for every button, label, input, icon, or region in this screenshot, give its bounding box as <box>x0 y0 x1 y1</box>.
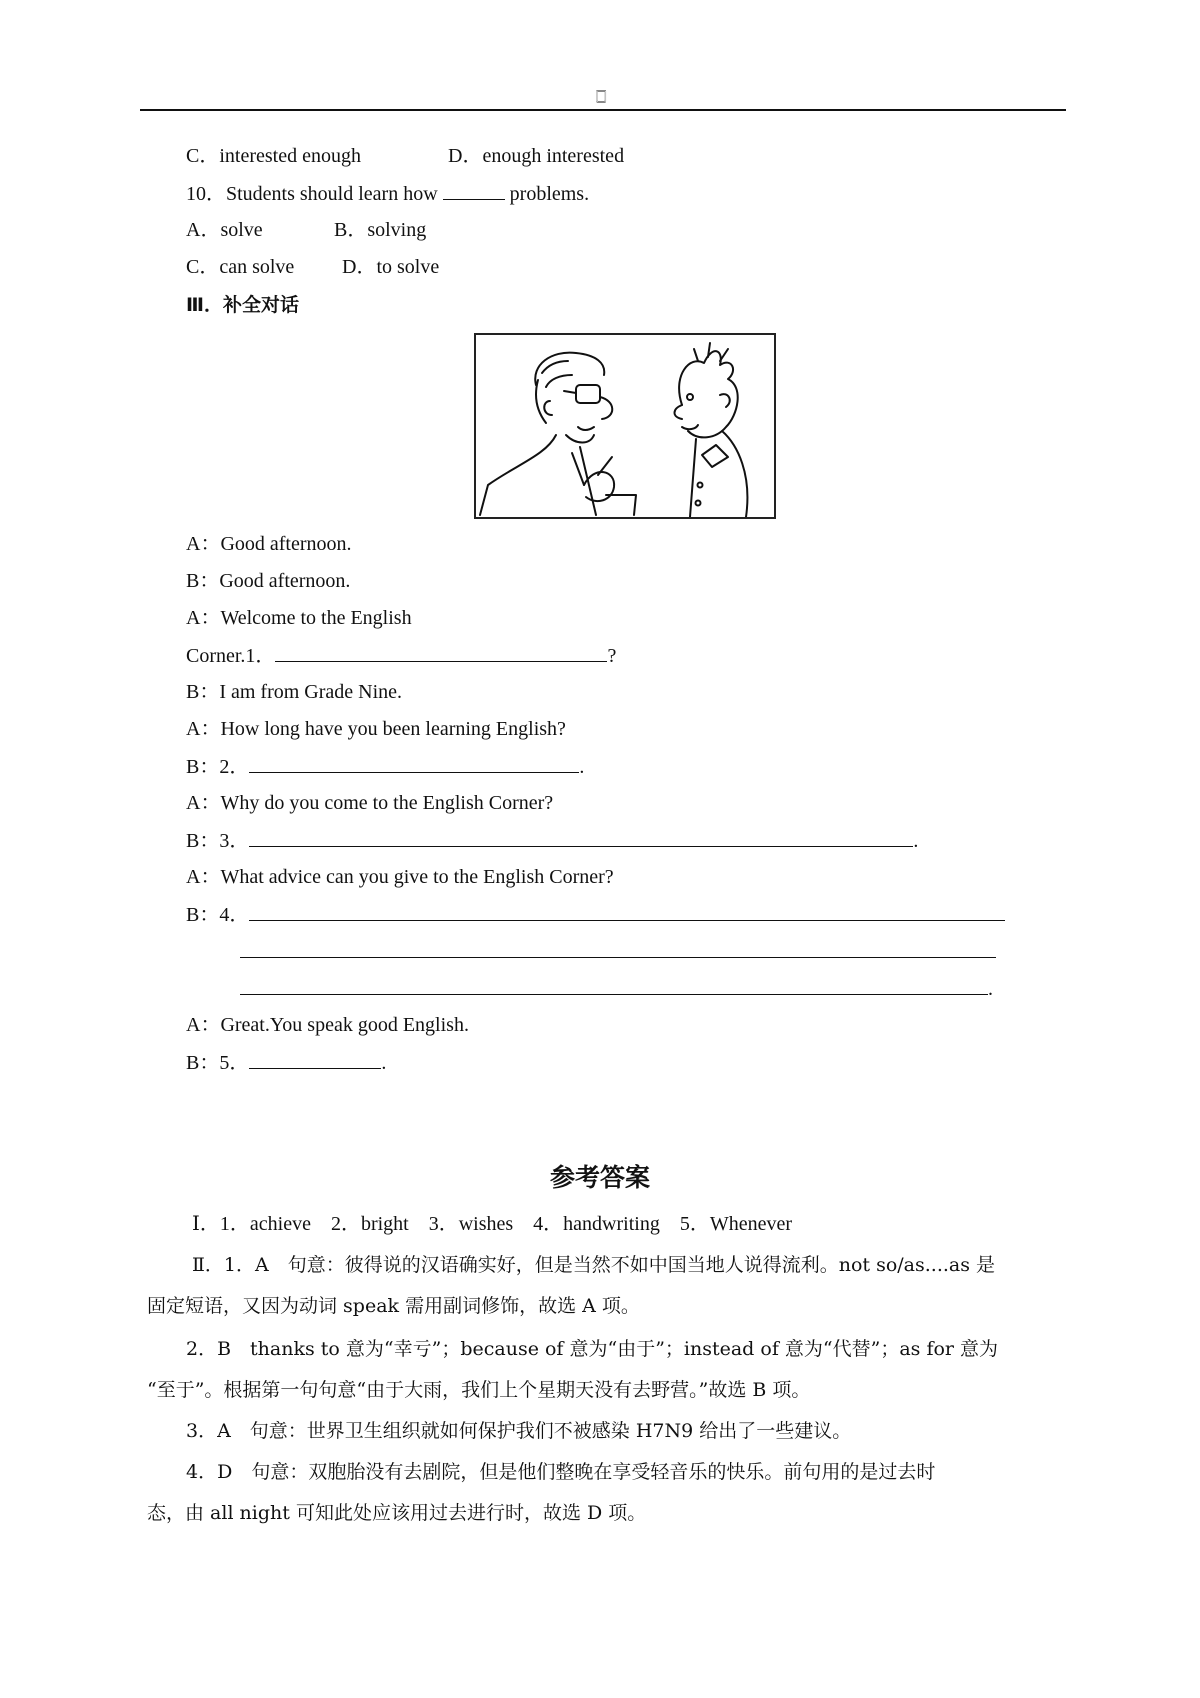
dialogue-line-15 <box>186 1050 386 1075</box>
cartoon-two-people-icon <box>476 335 774 517</box>
dialogue-line-6: A：How long have you been learning English? <box>186 718 566 740</box>
answers-s2-item2-line2: “至于”。根据第一句句意“由于大雨，我们上个星期天没有去野营。”故选 B 项。 <box>147 1379 811 1401</box>
q9-option-c: C．interested enough <box>186 145 361 167</box>
blank-4a <box>249 902 1005 921</box>
cartoon-figure <box>474 333 776 519</box>
q10-stem-after: problems. <box>504 183 590 205</box>
answers-s2-item2-line1: 2．B thanks to 意为“幸亏”；because of 意为“由于”；instead of 意为“代替”；as for 意为 <box>186 1338 999 1360</box>
dialogue-line-15-prefix: B：5． <box>186 1052 250 1074</box>
blank-1 <box>275 643 607 662</box>
header-mark: 🀆 <box>596 88 607 103</box>
blank-3 <box>249 828 913 847</box>
dialogue-line-4-prefix: Corner.1． <box>186 645 276 667</box>
answers-s2-item4-line1: 4．D 句意：双胞胎没有去剧院，但是他们整晚在享受轻音乐的快乐。前句用的是过去时 <box>186 1461 936 1483</box>
dialogue-line-13 <box>240 976 993 1001</box>
dialogue-line-3: A：Welcome to the English <box>186 607 412 629</box>
blank-5 <box>249 1050 381 1069</box>
dialogue-line-12 <box>240 939 996 964</box>
dialogue-line-9-prefix: B：3． <box>186 830 250 852</box>
dialogue-line-15-suffix: . <box>381 1052 387 1074</box>
dialogue-line-5: B：I am from Grade Nine. <box>186 681 403 703</box>
dialogue-line-13-suffix: . <box>988 978 993 1000</box>
blank-4b <box>240 939 996 958</box>
dialogue-line-11-prefix: B：4． <box>186 904 250 926</box>
answers-s2-item1-line2: 固定短语，又因为动词 speak 需用副词修饰，故选 A 项。 <box>147 1295 640 1317</box>
dialogue-line-4-suffix: ? <box>607 645 617 667</box>
dialogue-line-1: A：Good afternoon. <box>186 533 352 555</box>
q10-option-b: B．solving <box>334 219 427 241</box>
blank-2 <box>249 754 579 773</box>
dialogue-line-14: A：Great.You speak good English. <box>186 1014 469 1036</box>
dialogue-line-7 <box>186 754 584 779</box>
q10-stem <box>186 181 589 206</box>
answers-s2-item4-line2: 态，由 all night 可知此处应该用过去进行时，故选 D 项。 <box>147 1502 647 1524</box>
answers-title: 参考答案 <box>549 1163 650 1192</box>
blank-4c <box>240 976 988 995</box>
q10-option-a: A．solve <box>186 219 263 241</box>
dialogue-line-7-prefix: B：2． <box>186 756 250 778</box>
q10-option-d: D．to solve <box>342 256 440 278</box>
q9-option-d: D．enough interested <box>448 145 625 167</box>
answers-section1: Ⅰ．1．achieve 2．bright 3．wishes 4．handwriting 5．Whenever <box>192 1213 792 1235</box>
section3-heading: Ⅲ．补全对话 <box>186 294 299 316</box>
dialogue-line-9 <box>186 828 918 853</box>
dialogue-line-10: A：What advice can you give to the English Corner? <box>186 866 614 888</box>
dialogue-line-2: B：Good afternoon. <box>186 570 351 592</box>
dialogue-line-11 <box>186 902 1005 927</box>
dialogue-line-8: A：Why do you come to the English Corner? <box>186 792 554 814</box>
dialogue-line-4 <box>186 643 616 668</box>
q10-blank <box>443 181 505 200</box>
dialogue-line-7-suffix: . <box>579 756 585 778</box>
answers-s2-item3: 3．A 句意：世界卫生组织就如何保护我们不被感染 H7N9 给出了一些建议。 <box>186 1420 852 1442</box>
dialogue-line-9-suffix: . <box>913 830 919 852</box>
header-rule <box>140 109 1066 111</box>
answers-s2-item1-line1: Ⅱ．1．A 句意：彼得说的汉语确实好，但是当然不如中国当地人说得流利。not so/as....as 是 <box>192 1254 996 1276</box>
q10-stem-before: 10．Students should learn how <box>186 183 443 205</box>
q10-option-c: C．can solve <box>186 256 295 278</box>
